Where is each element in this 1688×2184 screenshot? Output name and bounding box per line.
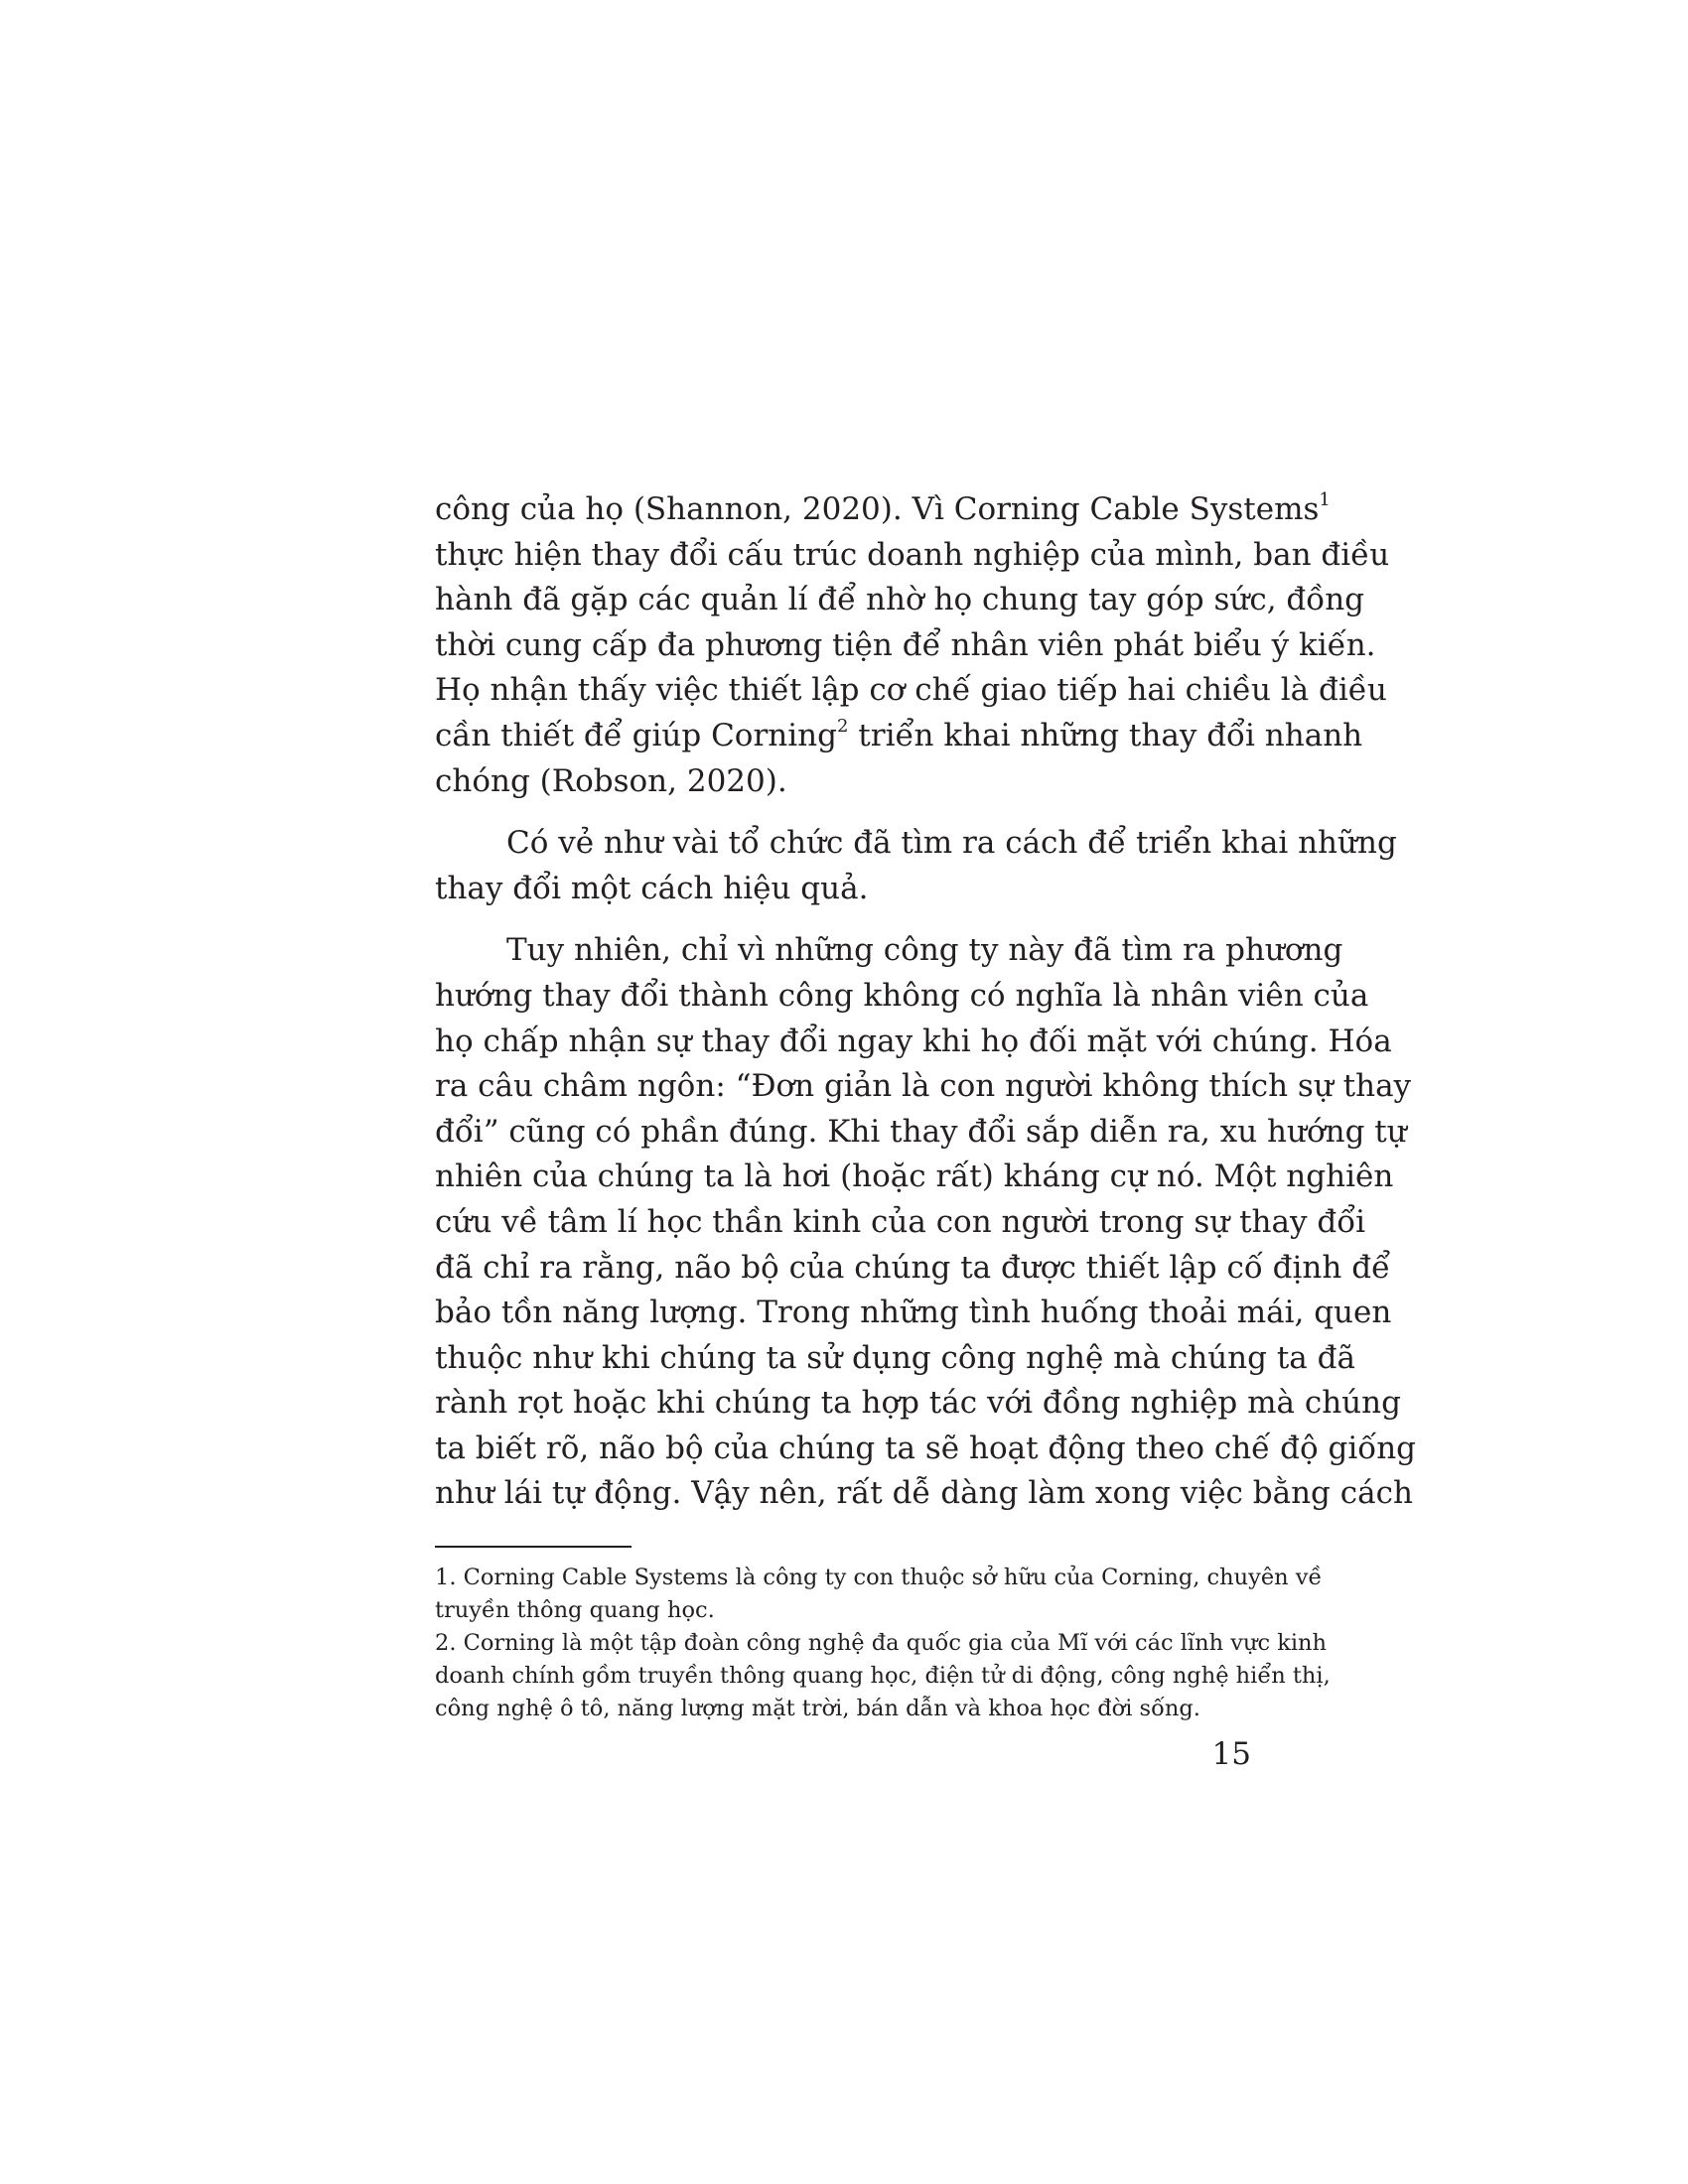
text-line: Tuy nhiên, chỉ vì những công ty này đã tìm ra phương bbox=[506, 932, 1343, 969]
text-line: thời cung cấp đa phương tiện để nhân viên phát biểu ý kiến. bbox=[435, 626, 1376, 663]
text-line bbox=[435, 487, 1331, 533]
text-line: ta biết rõ, não bộ của chúng ta sẽ hoạt động theo chế độ giống bbox=[435, 1430, 1417, 1466]
text-line: rành rọt hoặc khi chúng ta hợp tác với đồng nghiệp mà chúng bbox=[435, 1385, 1401, 1422]
text-line bbox=[435, 714, 1363, 759]
text-line: như lái tự động. Vậy nên, rất dễ dàng làm xong việc bằng cách bbox=[435, 1475, 1413, 1512]
footnote-2 bbox=[435, 1627, 1331, 1725]
text-line: hướng thay đổi thành công không có nghĩa là nhân viên của bbox=[435, 977, 1369, 1014]
text-line: thực hiện thay đổi cấu trúc doanh nghiệp của mình, ban điều bbox=[435, 536, 1390, 573]
text-line: ra câu châm ngôn: “Đơn giản là con người không thích sự thay bbox=[435, 1068, 1412, 1105]
text-line: Có vẻ như vài tổ chức đã tìm ra cách để triển khai những bbox=[506, 825, 1397, 862]
text-line: đã chỉ ra rằng, não bộ của chúng ta được thiết lập cố định để bbox=[435, 1249, 1391, 1286]
footnote-line: công nghệ ô tô, năng lượng mặt trời, bán dẫn và khoa học đời sống. bbox=[435, 1696, 1200, 1721]
page-number: 15 bbox=[1211, 1736, 1251, 1772]
footnote-divider bbox=[435, 1546, 632, 1548]
text-line: thay đổi một cách hiệu quả. bbox=[435, 870, 869, 906]
paragraph-2 bbox=[435, 821, 1397, 911]
footnote-ref-2: 2 bbox=[836, 715, 849, 737]
footnote-ref-1: 1 bbox=[1319, 489, 1331, 510]
text-line: họ chấp nhận sự thay đổi ngay khi họ đối mặt với chúng. Hóa bbox=[435, 1023, 1392, 1059]
body-text bbox=[435, 487, 1417, 1517]
paragraph-1 bbox=[435, 487, 1390, 804]
footnote-line: truyền thông quang học. bbox=[435, 1597, 715, 1623]
text-line: thuộc như khi chúng ta sử dụng công nghệ mà chúng ta đã bbox=[435, 1339, 1355, 1376]
text-line: đổi” cũng có phần đúng. Khi thay đổi sắp diễn ra, xu hướng tự bbox=[435, 1113, 1407, 1150]
text-line: chóng (Robson, 2020). bbox=[435, 762, 787, 799]
text-span: triển khai những thay đổi nhanh bbox=[848, 717, 1363, 753]
text-span: cần thiết để giúp Corning bbox=[435, 717, 837, 753]
text-line: hành đã gặp các quản lí để nhờ họ chung tay góp sức, đồng bbox=[435, 582, 1365, 618]
text-span: công của họ (Shannon, 2020). Vì Corning Cable Systems bbox=[435, 491, 1320, 527]
footnote-line: doanh chính gồm truyền thông quang học, điện tử di động, công nghệ hiển thị, bbox=[435, 1663, 1331, 1689]
text-line: Họ nhận thấy việc thiết lập cơ chế giao tiếp hai chiều là điều bbox=[435, 672, 1387, 709]
footnote-line: 1. Corning Cable Systems là công ty con thuộc sở hữu của Corning, chuyên về bbox=[435, 1565, 1323, 1590]
paragraph-3 bbox=[435, 928, 1417, 1517]
text-line: cứu về tâm lí học thần kinh của con người trong sự thay đổi bbox=[435, 1203, 1366, 1240]
text-line: nhiên của chúng ta là hơi (hoặc rất) kháng cự nó. Một nghiên bbox=[435, 1159, 1394, 1195]
footnotes bbox=[435, 1562, 1331, 1725]
footnote-line: 2. Corning là một tập đoàn công nghệ đa quốc gia của Mĩ với các lĩnh vực kinh bbox=[435, 1630, 1328, 1656]
footnote-1 bbox=[435, 1562, 1323, 1627]
text-line: bảo tồn năng lượng. Trong những tình huống thoải mái, quen bbox=[435, 1295, 1392, 1331]
